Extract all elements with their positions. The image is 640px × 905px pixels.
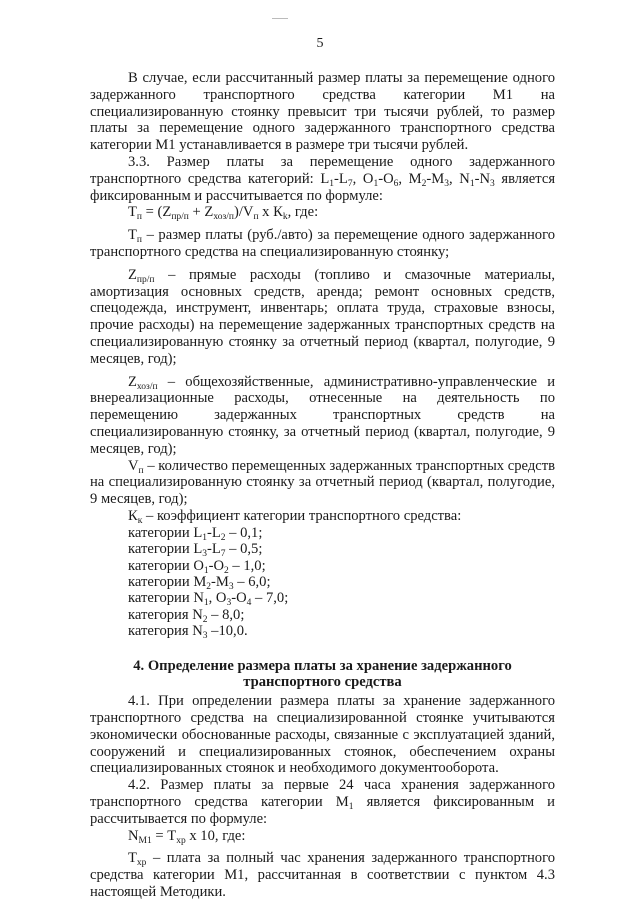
definition-t: $Т_п$ – размер платы (руб./авто) за перемещение одного задержанного транспортного средства на специализированную стоянку; (90, 227, 555, 260)
document-body (90, 70, 555, 901)
definition-z-direct: $Z_{пр/п}$ – прямые расходы (топливо и смазочные материалы, амортизация основных средств, аренда; ремонт основных средств, спецодежда, инструмент, инвентарь; оплата труда, страховые взносы, прочие расходы) на перемещение задержанных транспортных средств на специализированную стоянку за отчетный период (квартал, полугодие, 9 месяцев, год); (90, 266, 555, 367)
category-item: категория $N_3$ –10,0. (128, 623, 248, 642)
paragraph-3-3: 3.3. Размер платы за перемещение одного задержанного транспортного средства категорий: $L_1-L_7$, $O_1-O_6$, $M_2-M_3$, $N_1-N_3$ является фиксированным и рассчитывается по формуле: (90, 153, 556, 204)
paragraph-4-2: 4.2. Размер платы за первые 24 часа хранения задержанного транспортного средства категории $М_1$ является фиксированным и рассчитывается по формуле: (90, 777, 555, 827)
section-4-heading: 4. Определение размера платы за хранение задержанного транспортного средства (133, 657, 512, 691)
definition-t-storage: $Т_{хр}$ – плата за полный час хранения задержанного транспортного средства категории М1, рассчитанная в соответствии с пунктом 4.3 настоящей Методики. (90, 850, 555, 900)
definition-z-overhead: $Z_{хоз/п}$ – общехозяйственные, административно-управленческие и внереализационные расходы, отнесенные на деятельность по перемещению задержанных транспортных средств на специализированную стоянку, за отчетный период (квартал, полугодие, 9 месяцев, год); (90, 373, 555, 457)
paragraph-4-1: 4.1. При определении размера платы за хранение задержанного транспортного средства на специализированной стоянке учитываются экономически обоснованные расходы, связанные с эксплуатацией зданий, сооружений и специализированных стоянок, обеспечением охраны специализированных стоянок и необходимого документооборота. (90, 693, 555, 777)
scan-mark (272, 18, 288, 19)
formula-transfer-fee: $Т_п = (Z_{пр/п} + Z_{хоз/п})/V_п$ х $К_k$, где: (128, 204, 319, 223)
paragraph-cap-rule: В случае, если рассчитанный размер платы за перемещение одного задержанного транспортного средства категории М1 на специализированную стоянку превысит три тысячи рублей, то размер платы за перемещение одного задержанного транспортного средства категории М1 устанавливается в размере три тысячи рублей. (90, 70, 555, 154)
definition-v: $V_п$ – количество перемещенных задержанных транспортных средств на специализированную стоянку за отчетный период (квартал, полугодие, 9 месяцев, год); (90, 457, 555, 508)
category-item: категории $L_1-L_2 - 0,1$; (128, 524, 263, 543)
category-item: категории $M_2-M_3 - 6,0$; (128, 573, 271, 592)
category-item: категории $L_3-L_7 - 0,5$; (128, 541, 263, 560)
formula-storage-fee: $N_{M1} = Т_{хр}$ х 10, где: (128, 827, 246, 846)
page-number: 5 (316, 36, 324, 51)
category-item: категории $O_1-O_2 - 1,0$; (128, 557, 266, 576)
category-coefficient-list (90, 525, 555, 640)
category-item: категории $N_1$, $O_3-O_4 - 7,0$; (128, 590, 289, 609)
definition-k: $К_к$ – коэффициент категории транспортного средства: (128, 507, 462, 526)
category-item: категория $N_2 - 8,0$; (128, 606, 245, 625)
